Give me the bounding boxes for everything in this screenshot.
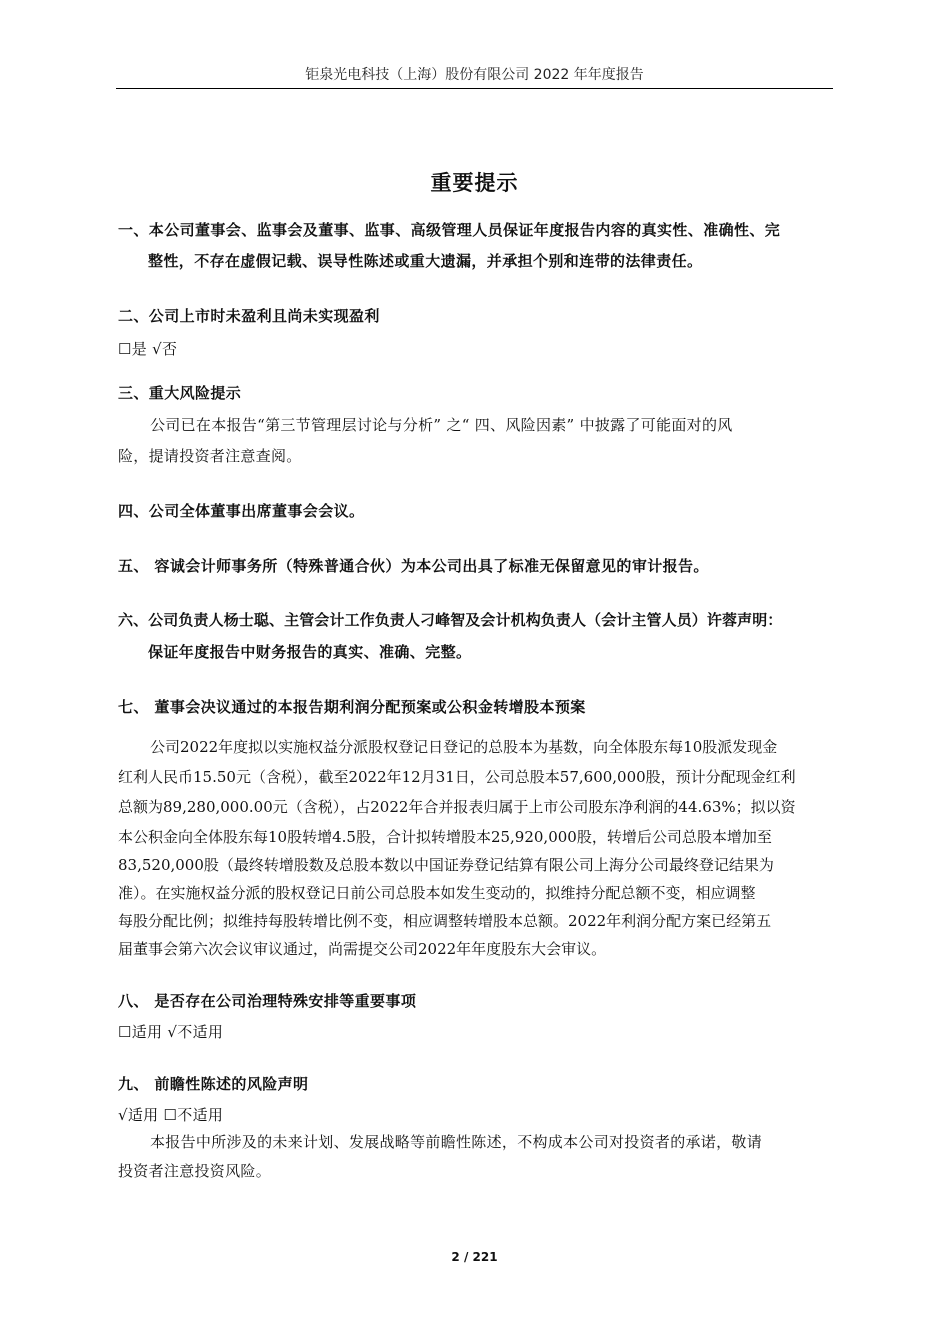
- section-2-heading: 二、公司上市时未盈利且尚未实现盈利: [118, 307, 380, 325]
- section-3-heading: 三、重大风险提示: [118, 384, 242, 402]
- section-7-para-line: 届董事会第六次会议审议通过，尚需提交公司2022年年度股东大会审议。: [118, 940, 607, 958]
- section-5-heading: 五、 容诚会计师事务所（特殊普通合伙）为本公司出具了标准无保留意见的审计报告。: [118, 557, 709, 575]
- section-7-heading: 七、 董事会决议通过的本报告期利润分配预案或公积金转增股本预案: [118, 698, 586, 716]
- section-9-options: √适用 ☐不适用: [118, 1106, 224, 1124]
- header-divider: [116, 88, 833, 89]
- section-7-para-line: 公司2022年度拟以实施权益分派股权登记日登记的总股本为基数，向全体股东每10股派发现金: [150, 738, 778, 756]
- section-9-line-2: 投资者注意投资风险。: [118, 1162, 272, 1180]
- section-7-para-line: 红利人民币15.50元（含税），截至2022年12月31日，公司总股本57,600,000股，预计分配现金红利: [118, 768, 796, 786]
- section-1-line-1: 一、本公司董事会、监事会及董事、监事、高级管理人员保证年度报告内容的真实性、准确性、完: [118, 221, 781, 239]
- section-7-para-line: 83,520,000股（最终转增股数及总股本数以中国证券登记结算有限公司上海分公司最终登记结果为: [118, 856, 774, 874]
- section-3-line-1: 公司已在本报告“第三节管理层讨论与分析” 之“ 四、风险因素” 中披露了可能面对的风: [150, 416, 733, 434]
- section-3-line-2: 险，提请投资者注意查阅。: [118, 447, 302, 465]
- section-7-para-line: 总额为89,280,000.00元（含税），占2022年合并报表归属于上市公司股东净利润的44.63%；拟以资: [118, 798, 796, 816]
- section-2-options: ☐是 √否: [118, 340, 178, 358]
- page-number: 2 / 221: [451, 1250, 498, 1264]
- report-header: 钜泉光电科技（上海）股份有限公司 2022 年年度报告: [305, 67, 644, 83]
- section-8-heading: 八、 是否存在公司治理特殊安排等重要事项: [118, 992, 417, 1010]
- page-title: 重要提示: [430, 171, 519, 195]
- section-7-para-line: 每股分配比例；拟维持每股转增比例不变，相应调整转增股本总额。2022年利润分配方案已经第五: [118, 912, 772, 930]
- section-1-line-2: 整性，不存在虚假记载、误导性陈述或重大遗漏，并承担个别和连带的法律责任。: [148, 252, 703, 270]
- section-7-para-line: 准）。在实施权益分派的股权登记日前公司总股本如发生变动的，拟维持分配总额不变，相应调整: [118, 884, 756, 902]
- section-9-heading: 九、 前瞻性陈述的风险声明: [118, 1075, 309, 1093]
- section-6-line-1: 六、公司负责人杨士聪、主管会计工作负责人刁峰智及会计机构负责人（会计主管人员）许蓉声明：: [118, 611, 783, 629]
- section-9-line-1: 本报告中所涉及的未来计划、发展战略等前瞻性陈述，不构成本公司对投资者的承诺，敬请: [150, 1133, 763, 1151]
- section-7-para-line: 本公积金向全体股东每10股转增4.5股，合计拟转增股本25,920,000股，转增后公司总股本增加至: [118, 828, 772, 846]
- section-8-options: ☐适用 √不适用: [118, 1023, 224, 1041]
- section-6-line-2: 保证年度报告中财务报告的真实、准确、完整。: [148, 643, 472, 661]
- section-4-heading: 四、公司全体董事出席董事会会议。: [118, 502, 365, 520]
